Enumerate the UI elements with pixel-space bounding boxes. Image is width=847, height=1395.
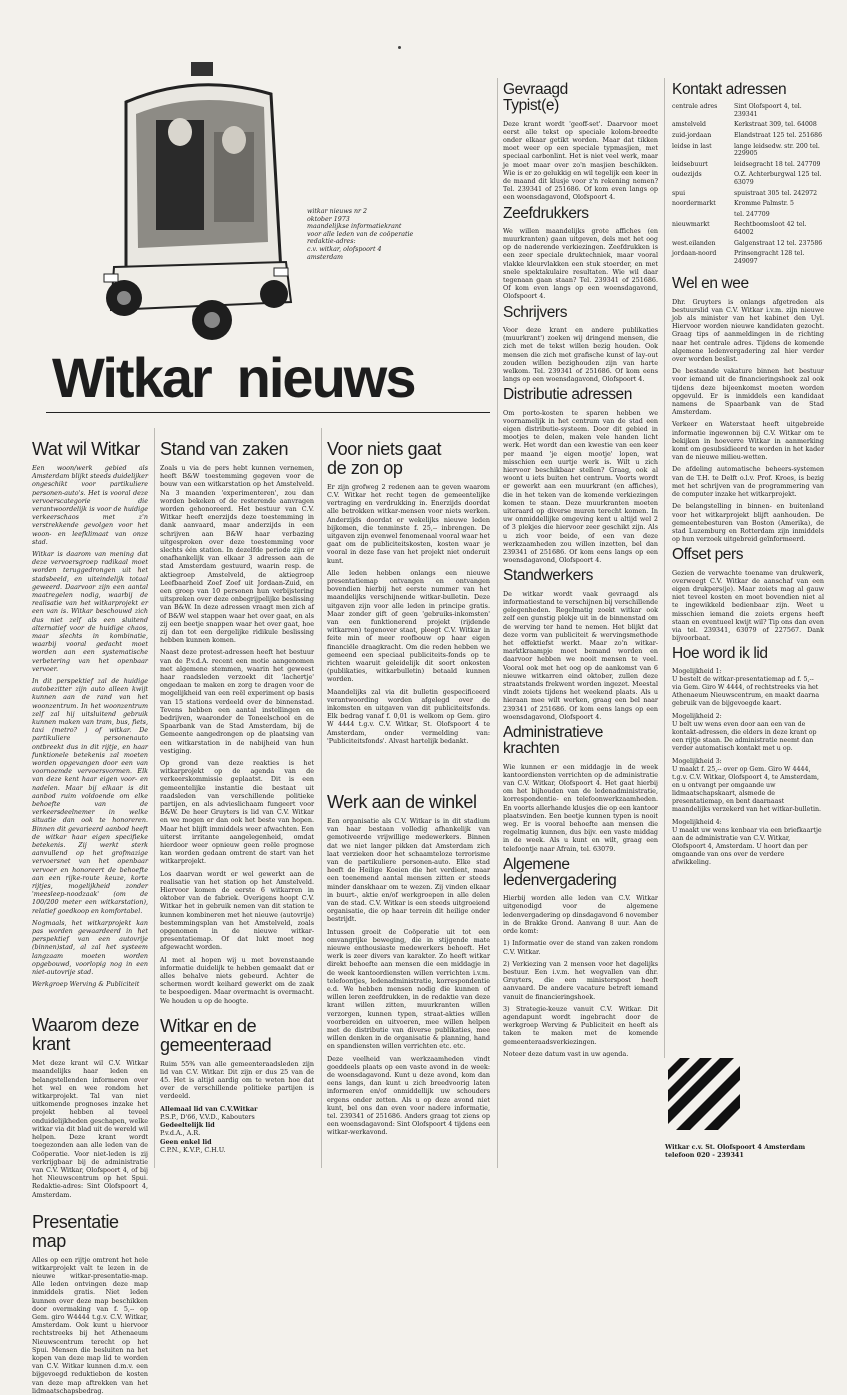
membership-option xyxy=(672,713,824,753)
footer-phone: telefoon 020 - 239341 xyxy=(665,1151,744,1159)
contact-value: Rechtboomsloot 42 tel. 64002 xyxy=(734,221,807,236)
contact-row xyxy=(672,161,824,172)
column-5 xyxy=(672,82,824,1052)
column-2 xyxy=(160,440,314,1175)
option-text: U bestelt de witkar-presentatiemap ad f. 5,-- via Gem. Giro W 4444, of rechtstreeks via het Athenaeum Nieuwscentrum, en maakt daarna gebruik van de bijgevoegde kaart. xyxy=(672,675,820,707)
membership-option xyxy=(672,758,824,814)
heading-standwerkers: Standwerkers xyxy=(503,567,593,585)
contact-value: Galgenstraat 12 tel. 237586 xyxy=(734,239,823,247)
paragraph: Zoals u via de pers hebt kunnen vernemen, heeft B&W toestemming gegeven voor de bouw van een witkarstation op het Amstelveld. Na 3 maanden 'experimenteren', zou dan worden bekeken of de resterende aanvragen worden gehonoreerd. Het bestuur van C.V. Witkar heeft enerzijds deze toestemming in dank aanvaard, maar anderzijds in een schrijven aan B&W haar verbazing uitgesproken over deze toestemming voor slechts één station. In dezelfde periode zijn er onafhankelijk van elkaar 3 adressen aan de stad Amsterdam gestuurd, waarin resp. de aktiegroep Amstelveld, de aktiegroep Leefbaarheid Zoef Zoef uit Jordaan-Zuid, en een groep van 10 personen hun verbijstering uitspreken over deze onbegrijpelijke beslissing van B&W. In deze adressen vraagt men zich af of B&W wel stappen waar het over gaat, en als zij een beetje snappen waar het over gaat, hoe zij dan tot een dergelijke ridikule beslissing hebben kunnen komen. xyxy=(160,463,314,645)
heading-kontakt-adressen: Kontakt adressen xyxy=(672,81,787,98)
contact-value: lange leidsedw. str. 200 tel. 229905 xyxy=(734,142,820,158)
contact-row xyxy=(672,250,824,268)
paragraph: Intussen groeit de Coöperatie uit tot een omvangrijke beweging, die in stijgende mate nieuwe enthousiaste medewerkers behoeft. Het werk is zeer divers van karakter. Zo heeft witkar direkt behoefte aan mensen die een middagje in de week kantoordiensten willen verrichten i.v.m. telefoontjes, ledenadministratie, korrespondentie e.d. We hebben mensen nodig die kunnen of willen leren zeefdrukken, in de redaktie van deze krant willen zitten, muurkranten willen verzorgen, kunnen typen, straat-akties willen voorbereiden en uitvoeren, mee willen helpen met de distributie van diverse publikaties, mee willen denken in de organisatie & planning, hand en spandiensten willen verrichten etc. etc. xyxy=(327,927,490,1051)
contact-value: leidsegracht 18 tel. 247709 xyxy=(734,160,821,168)
paragraph: Een woon/werk gebied als Amsterdam blijkt steeds duidelijker ongeschikt voor partikuliere personen-auto's. Het is vooral deze vervoerscategorie die verantwoordelijk is voor de huidige verkeerschaos met z'n verstrekkende gevolgen voor het woon- en leefklimaat van onze stad. xyxy=(32,463,148,546)
paragraph: Deze krant wordt 'geoff-set'. Daarvoor moet eerst alle tekst op speciale kolom-breedte onder elkaar getikt worden. Maar dat tikken moet weer op een speciale typmasjien, met speciaal carbonlint. Het is niet veel werk, maar je moet maar over zo'n masjien beschikken. Wie is er zo gelukkig en wil tegelijk een keer in de maand dit klusje voor z'n rekening nemen? Tel. 239341 of 251686. Of kom even langs op een woensdagavond, Olofspoort 4. xyxy=(503,119,658,202)
contact-value: Kerkstraat 309, tel. 64008 xyxy=(734,121,817,129)
paragraph: Een organisatie als C.V. Witkar is in dit stadium van haar bestaan volledig afhankelijk van gemotiveerde vrijwillige medewerkers. Binnen dat we niet langer pikken dat Amsterdam zich laat verziekеn door het schaamteloze terrorisme van de partikuliere personen-auto. Elke stad heeft de Heilige Koeien die het verdient, maar een toenemend aantal mensen zitten er steeds minder danskhaar om te wezen. Zij vinden elkaar in buurt-, aktie en/of werkgroepen in alle delen van de stad. C.V. Witkar is een steeds uitgroeiend organisatie, die op haar terrein dit heilige onder bestrijdt. xyxy=(327,816,490,924)
paragraph: Met deze krant wil C.V. Witkar maandelijks haar leden en belangstellenden informeren over het wel en wee rondom het witkarprojekt. Tal van niet uitkomende prognoses inzake het projekt hebben al teveel onduidelijkheden geschapen, welke witkar via dit blad uit de wereld wil helpen. Deze krant wordt toegezonden aan alle leden van de Coöperatie. Voor niet-leden is zij verkrijgbaar bij de administratie van C.V. Witkar, Olofspoort 4, of bij het Nieuwscentrum op het Spui. Redaktie-adres: Sint Olofspoort 4, Amsterdam. xyxy=(32,1059,148,1199)
paragraph: Verkeer en Waterstaat heeft uitgebreide informatie ingewonnen bij C.V. Witkar om te bekijken in hoeverre Witkar in aanmerking komt om gesubsidieerd te worden in het kader van de nieuwe milieu-wetten. xyxy=(672,420,824,462)
heading-voor-niets-gaat-de-zon-op: Voor niets gaat de zon op xyxy=(327,439,442,478)
contact-label: leidse in last xyxy=(672,142,712,150)
option-text: U belt uw wens even door aan een van de kontakt-adressen, die elders in deze krant op een rijtje staan. De administratie neemt dan verder automatisch kontakt met u op. xyxy=(672,720,817,752)
heading-distributie-adressen: Distributie adressen xyxy=(503,386,632,404)
contact-row xyxy=(672,121,824,132)
contact-row xyxy=(672,240,824,251)
colophon-line: oktober 1973 xyxy=(307,215,350,223)
contact-value: spuistraat 305 tel. 242972 xyxy=(734,189,818,197)
party-list xyxy=(160,1105,314,1154)
contact-value: Elandstraat 125 tel. 251686 xyxy=(734,132,823,140)
contact-row xyxy=(672,171,824,189)
contact-address-table xyxy=(672,103,824,268)
contact-row xyxy=(672,200,824,211)
heading-stand-van-zaken: Stand van zaken xyxy=(160,439,289,459)
contact-label xyxy=(672,211,734,222)
contact-row xyxy=(672,143,824,161)
colophon xyxy=(307,208,487,261)
paragraph: Gezien de verwachte toename van drukwerk, overweegt C.V. Witkar de aanschaf van een eigen drukpers(je). Maar zoiets mag al gauw niet teveel kosten en moet bovendien niet al te ingewikkeld bedienbaar zijn. Weet u misschien iemand die zoiets ergens heeft staan en eventueel kwijt wil? Tip ons dan even via tel. 239341, 63079 of 227567. Dank bijvoorbaat. xyxy=(672,568,824,643)
contact-row xyxy=(672,190,824,201)
paragraph: De afdeling automatische beheers-systemen van de T.H. te Delft o.l.v. Prof. Kroes, is bezig met het schrijven van de programmering van de computer inzake het witkarprojekt. xyxy=(672,465,824,499)
party-list-head: Gedeeltelijk lid xyxy=(160,1121,215,1130)
column-rule xyxy=(154,428,155,1168)
paragraph: Hierbij worden alle leden van C.V. Witkar uitgenodigd voor de algemene ledenvergadering op dinsdagavond 6 november in de Brakke Grond. Aanvang 8 uur. Aan de orde komt: xyxy=(503,894,658,936)
agenda-item: 2) Verkiezing van 2 mensen voor het dagelijks bestuur. Een i.v.m. het wegvallen van dhr. Gruyters, die een ministerspost heeft aanvaard. De andere vacature betreft iemand vanuit de financieringshoek. xyxy=(503,959,658,1001)
agenda-item: 1) Informatie over de stand van zaken rondom C.V. Witkar. xyxy=(503,939,658,956)
contact-label: amstelveld xyxy=(672,121,706,129)
contact-row xyxy=(672,132,824,143)
option-text: U maakt f. 25,-- over op Gem. Giro W 4444, t.g.v. C.V. Witkar, Olofspoort 4, te Amsterdam, en u ontvangt per omgaande uw lidmaatschapskaart, alsmede de presentatiemap, en bent daarnaast maandelijks verzekerd van het witkar-bulletin. xyxy=(672,765,822,813)
heading-algemene-ledenvergadering: Algemene ledenvergadering xyxy=(503,855,617,890)
paragraph: Maandelijks zal via dit bulletin gespecificeerd verantwoording worden afgelegd over de inkomsten en uitgaven van dit publiciteitsfonds. Elk bedrag vanaf f. 0,01 is welkom op Gem. giro W 4444 t.g.v. C.V. Witkar, St. Olofspoort 4 te Amsterdam, onder vermelding van: 'Publiciteitsfonds'. Alvast hartelijk bedankt. xyxy=(327,687,490,745)
paragraph: Er zijn grofweg 2 redenen aan te geven waarom C.V. Witkar het recht tegen de gemeentelijke vertraging en verdrukking in. Enerzijds doordat alle betrokken witkar-mensen voor niets werken. Anderzijds doordat er wekelijks nieuwe leden bijkomen, die tenminste f. 25,-- inbrengen. De uitgaven zijn evenwel fenomenaal vooral waar het gaat om de publiciteitskosten, kosten waar je vooral in deze fase van het projekt niet onderuit kunt. xyxy=(327,482,490,565)
masthead-word2: nieuws xyxy=(236,346,415,409)
contact-value: tel. 247709 xyxy=(734,210,770,218)
colophon-line: maandelijkse informatiekrant xyxy=(307,223,402,231)
heading-wat-wil-witkar: Wat wil Witkar xyxy=(32,439,140,459)
paragraph: Witkar is daarom van mening dat deze vervoersgroep radikaal moet worden teruggedrongen uit het stadsbeeld, en uiteindelijk totaal geweerd. Daarvoor zijn een aantal maatregelen nodig, waarbij de realisatie van het witkarprojekt er een van is. Witkar beschouwd zich dus niet zelf als een sluitend alternatief voor de huidige chaos, maar slechts in kombinatie, waarbij vooral gedacht moet worden aan een systematische verbetering van het openbaar vervoer. xyxy=(32,549,148,673)
colophon-line: amsterdam xyxy=(307,253,343,261)
paragraph: De bestaande vakature binnen het bestuur voor iemand uit de financieringshoek zal ook tijdens deze bijeenkomst moeten worden opgevuld. Er is inmiddels een kandidaat namens de Spaarbank van de Stad Amsterdam. xyxy=(672,367,824,417)
option-head: Mogelijkheid 3: xyxy=(672,757,722,765)
contact-row xyxy=(672,103,824,121)
contact-value: Sint Olofspoort 4, tel. 239341 xyxy=(734,103,802,118)
masthead-title xyxy=(52,346,415,409)
membership-option xyxy=(672,819,824,867)
contact-row xyxy=(672,211,824,222)
paragraph: Nogmaals, het witkarprojekt kan pas worden gewaardeerd in het perspektief van een autovrije (binnen)stad, al zal het systeem langzaam moeten worden opgebouwd, voorlopig nog in een niet-autovrije stad. xyxy=(32,918,148,977)
contact-label: spui xyxy=(672,189,686,197)
paragraph: Los daarvan wordt er wel gewerkt aan de realisatie van het station op het Amstelveld. Hiervoor komen de eerste 6 witkarren in oktober van de fabriek. Overigens hoopt C.V. Witkar het in gebruik nemen van dit station te kunnen kombineren met het nieuwe (autovrije) bestemmingsplan van het Amstelveld, zoals opgenomen in de nieuwe witkar-presentatiemap. Of dat lukt moet nog afgewacht worden. xyxy=(160,869,314,952)
contact-label: west.eilanden xyxy=(672,239,716,247)
paragraph: Voor deze krant en andere publikaties (muurkrant') zoeken wij dringend mensen, die zich met de tekst willen bezig houden. Ook mensen die zich met grafische kunst of lay-out zouden willen bezighouden zijn van harte welkom. Tel. 239341 of 251686. Of kom eens langs op een woensdagavond, Olofspoort 4. xyxy=(503,325,658,384)
heading-offset-pers: Offset pers xyxy=(672,546,744,564)
party-list-value: C.P.N., K.V.P., C.H.U. xyxy=(160,1145,226,1154)
paragraph: Ruim 55% van alle gemeenteraadsleden zijn lid van C.V. Witkar. Dit zijn er dus 25 van de 45. Het is altijd aardig om te weten hoe dat over de verschillende politieke partijen is verdeeld. xyxy=(160,1059,314,1101)
heading-administratieve-krachten: Administratieve krachten xyxy=(503,723,603,758)
colophon-line: c.v. witkar, olofspoort 4 xyxy=(307,245,382,253)
paragraph: Om porto-kosten te sparen hebben we voornamelijk in het centrum van de stad een eigen distributie-systeem. Door dit gebied in mootjes te delen, maken vele handen licht werk. Het wordt dan een kwestie van een keer per maand 'je eigen mооtje' lopen, wat misschien een uurtje werk is. Wilt u zich hiervoor beschikbaar stellen? Graag, ook al woont u iets buiten het centrum. Voorts wordt er gewerkt aan een muurkrant (en affiches), die in het teken van de komende verkiezingen komen te staan. Deze muurkranten moeten uiteraard op diverse muren terecht komen. In uw onmiddellijke omgeving kent u altijd wel 2 of 3 plekjes die hiervoor zeer geschikt zijn. Als u zich voor beide, of een van deze werkzaamheden zou willen inzetten, bel dan 239341 of 251686. Of kom eens langs op een woensdagavond, Olofspoort 4. xyxy=(503,408,658,565)
heading-hoe-word-ik-lid: Hoe word ik lid xyxy=(672,645,768,663)
contact-label: zuid-jordaan xyxy=(672,132,712,140)
column-rule xyxy=(664,78,665,1058)
column-3 xyxy=(327,440,490,1175)
paragraph: De witkar wordt vaak gevraagd als informatiestand te verschijnen bij verschillende gelegenheden. Regelmatig zoekt witkar ook zelf een gunstig plekje uit in de binnenstad om de werving ter hand te nemen. Het blijkt dat deze vorm van publiciteit & wervingsmethode het effektiefst werkt. Maar zo'n witkar-marktkraampje moet bemand worden en daarvoor hebben we nooit mensen te veel. Vooral ook met het oog op de aankomst van 6 nieuwe witkarren eind oktober, zullen deze straatstands frekwent worden ingezet. Meestal vindt zoiets tijdens het weekend plaats. Als u hieraan mee wilt werken, graag een bel naar 239341 of 251686. Of kom eens langs op een woensdagavond, Olofspoort 4. xyxy=(503,589,658,721)
masthead-word1: Witkar xyxy=(52,346,211,409)
option-head: Mogelijkheid 4: xyxy=(672,818,722,826)
contact-value: Prinsengracht 128 tel. 249097 xyxy=(734,250,805,265)
heading-zeefdrukkers: Zeefdrukkers xyxy=(503,204,589,222)
heading-waarom-deze-krant: Waarom deze krant xyxy=(32,1015,139,1055)
column-4 xyxy=(503,82,658,1174)
contact-label: nieuwmarkt xyxy=(672,221,710,229)
party-list-value: P.S.P., D'66, V.V.D., Kabouters xyxy=(160,1112,255,1121)
contact-value: Kromme Palmstr. 5 xyxy=(734,200,794,208)
heading-schrijvers: Schrijvers xyxy=(503,303,568,321)
note: Noteer deze datum vast in uw agenda. xyxy=(503,1049,629,1058)
heading-werk-aan-de-winkel: Werk aan de winkel xyxy=(327,792,477,813)
signature: Werkgroep Werving & Publiciteit xyxy=(32,980,140,989)
column-rule xyxy=(497,78,498,1168)
heading-gevraagd-typiste: Gevraagd Typist(e) xyxy=(503,81,568,115)
masthead-rule xyxy=(46,412,490,413)
paragraph: Dhr. Gruyters is onlangs afgetreden als bestuurslid van C.V. Witkar i.v.m. zijn nieuwe job als minister van het kabinet den Uyl. Hiervoor worden nieuwe kandidaten gezocht. Graag tips of aanmeldingen in de richting naar het centrale adres. Tijdens de komende algemene ledenvergadering zal hier verder over worden beslist. xyxy=(672,297,824,364)
contact-label: oudezijds xyxy=(672,171,702,179)
contact-label: jordaan-noord xyxy=(672,250,717,258)
paragraph: We willen maandelijks grote affiches (en muurkranten) gaan uitgeven, dels met het oog op de naderende verkiezingen. Zeefdrukken is een zeer speciale druktechniek, maar vooral vlakke kleurvlakken een stuk stoerder, en met snele spektakulaire resultaten. Wie wil daar tegenaan gaan staan? Tel. 239341 of 251686. Of kom even langs op een woensdagavond, Olofspoort 4. xyxy=(503,226,658,301)
paragraph: Alles op een rijtje omtrent het hele witkarprojekt valt te lezen in de nieuwe witkar-presentatie-map. Alle leden ontvingen deze map inmiddels gratis. Niet leden kunnen over deze map beschikken door overmaking van f. 5,-- op Gem. giro W4444 t.g.v. C.V. Witkar, Amsterdam. Ook kunt u hiervoor rechtstreeks bij het Athenaeum Nieuwscentrum terecht op het Spui. Mensen die besluiten na het kopen van deze map lid te worden van C.V. Witkar kunnen d.m.v. een bijgevoegd reduktiebon de kosten van deze map aftrekken van het lidmaatschapsbedrag. xyxy=(32,1255,148,1395)
witkar-photo xyxy=(96,62,300,342)
paragraph: Deze veelheid van werkzaamheden vindt goeddeels plaats op een vaste avond in de week: de woensdagavond. Kunt u deze avond, kom dan eens langs, dan kunt u zich breedvoorig laten informeren en/of onmiddellijk uw schouders ergens onder zetten. Als u op deze avond niet kunt, bel ons dan even voor nadere informatie, tel. 239341 of 251686. Anders graag tot ziens op een woensdagavond: Sint Olofspoort 4 tijdens een witkar-werkavond. xyxy=(327,1054,490,1137)
contact-value: O.Z. Achterburgwal 125 tel. 63079 xyxy=(734,171,822,187)
paragraph: In dit perspektief zal de huidige autobezitter zijn auto alleen kwijt kunnen aan de rand van het woonzentrum. In het woonzentrum zelf zal hij uitsluitend gebruik kunnen maken van tram, bus, fiets, taxi (metro? ) of witkar. De partikuliere personenauto ontbreekt dus in dit rijtje, en haar funktionele betekenis zal moeten worden opgevangen door een van voornoemde vervoersvormen. Elk van deze kent haar eigen voor- en nadelen. Maar bij elkaar is dit aanbod ruim voldoende om elke behoefte van de verkeersdeelnemer in welke situatie dan ook te honoreren. Binnen dit gevarieerd aanbod heeft de witkar haar eigen specifieke betekenis. Zij werkt sterk aanvullend op het grofmazige vervoersnet van het openbaar vervoer en honoreert de behoefte aan een rijke-route keuze, korte rijtjes, mogelijkheid zonder 'meesleep-noodzaak' (om de 100/200 meter een witkarstation), relatief goedkoop en komfortabel. xyxy=(32,676,148,915)
colophon-line: witkar nieuws nr 2 xyxy=(307,208,368,215)
option-head: Mogelijkheid 2: xyxy=(672,712,722,720)
party-list-head: Geen enkel lid xyxy=(160,1137,212,1146)
paragraph: Naast deze protest-adressen heeft het bestuur van de P.v.d.A. recent een motie aangenomen met algemene stemmen, waarin het geweest haar raadsleden verzoekt dit 'lachertje' ongedaan te maken en zorg te dragen voor de mogelijkheid van een reël experiment op basis van 15 stations verdeeld over de binnenstad. Tevens hebben een aantal instellingen en bedrijven, waaronder de Toneelschool en de Spaarbank van de Stad Amsterdam, bij de Gemeente aangedrongen op de plaatsing van een witkarstation in de nabijheid van hun vestiging. xyxy=(160,648,314,755)
agenda-item: 3) Strategie-keuze vanuit C.V. Witkar. Dit agendapunt wordt ingebracht door de werkgroep Werving & Publiciteit en heeft als taken te maken met de komende gemeenteraadsverkiezingen. xyxy=(503,1004,658,1046)
contact-label: centrale adres xyxy=(672,103,718,111)
footer-address xyxy=(665,1143,805,1159)
heading-wel-en-wee: Wel en wee xyxy=(672,275,749,293)
column-rule xyxy=(321,428,322,1168)
paragraph: De belangstelling in binnen- en buitenland voor het witkarprojekt blijft aanhouden. De gemeentebesturen van Boston (Amerika), de stad Luzemburg en Rotterdam zijn inmiddels op hun verzoek uitgebreid geïnformeerd. xyxy=(672,502,824,544)
contact-label: leidsebuurt xyxy=(672,160,708,168)
contact-row xyxy=(672,221,824,239)
footer-line: Witkar c.v. St. Olofspoort 4 Amsterdam xyxy=(665,1143,806,1151)
colophon-line: redaktie-adres: xyxy=(307,238,356,246)
contact-label: noordermarkt xyxy=(672,200,716,208)
option-head: Mogelijkheid 1: xyxy=(672,667,722,675)
membership-option xyxy=(672,668,824,708)
heading-witkar-en-de-gemeenteraad: Witkar en de gemeenteraad xyxy=(160,1015,272,1055)
party-list-head: Allemaal lid van C.V.Witkar xyxy=(160,1104,258,1113)
party-list-value: P.v.d.A., A.R. xyxy=(160,1129,201,1138)
paragraph: Al met al hopen wij u met bovenstaande informatie duidelijk te hebben gemaakt dat er alles behalve niets gebeurd. Achter de schermen wordt keihard gewerkt om de zaak te bespoedigen. Maar overmacht is overmacht. We houden u op de hoogte. xyxy=(160,955,314,1005)
option-text: U maakt uw wens kenbaar via een briefkaartje aan de administratie van C.V. Witkar, Olofspoort 4, Amsterdam. U hoort dan per omgaande van ons over de verdere afwikkeling. xyxy=(672,826,822,866)
print-speck xyxy=(398,46,401,49)
paragraph: Wie kunnen er een middagje in de week kantoordiensten verrichten op de administratie van C.V. Witkar, Olofspoort 4. Het gaat hierbij om het bijhouden van de ledenadministratie, korrespondentie- en telefoonwerkzaamheden. En voorts allerhande klusjes die op een kantoor plaatsvinden. Een beetje kunnen typen is nooit weg. Er is vooral behoefte aan mensen die regelmatig kunnen, dus bijv. een vaste middag in de week. Als u kunt en wilt, graag een telefoontje naar Afrain, tel. 63079. xyxy=(503,762,658,853)
paragraph: Alle leden hebben onlangs een nieuwe presentatiemap ontvangen en ontvangen bovendien hierbij het eerste nummer van het maandelijks verschijnende witkar-bulletin. Deze uitgaven zijn voor alle leden in principe gratis. Maar zonder gift of geen 'gebruiks-inkomsten' van een funktionerend projekt (rijdende witkarren) tegenover staat, pleegt C.V. Witkar in feite min of meer roofbouw op haar eigen financiële draagkracht. Om die reden hebben we gemeend een speciaal publiciteits-fonds op te richten waaruit geleidelijk dit soort onkosten (publikaties, witkarbulletin) betaald kunnen worden. xyxy=(327,568,490,684)
colophon-line: voor alle leden van de coöperatie xyxy=(307,230,414,238)
heading-presentatie-map: Presentatie map xyxy=(32,1211,119,1251)
column-1 xyxy=(32,439,148,1395)
paragraph: Op grond van deze reakties is het witkarprojekt op de agenda van de verkeerskommissie geplaatst. Dit is een gemeentelijke instantie die bestaat uit raadsleden van verschillende politieke partijen, en als adviesliсhaam fungeert voor B&W. De heer Gruyters is lid van C.V. Witkar en we mogen er dan ook het beste van hopen. Maar het blijft immiddels weer afwachten. Een uiterst irritante aangelegenheid, omdat hierdoor weer opnieuw geen reële prognose kan worden gedaan omtrent de start van het witkarprojekt. xyxy=(160,759,314,866)
witkar-logo-icon xyxy=(668,1058,740,1130)
